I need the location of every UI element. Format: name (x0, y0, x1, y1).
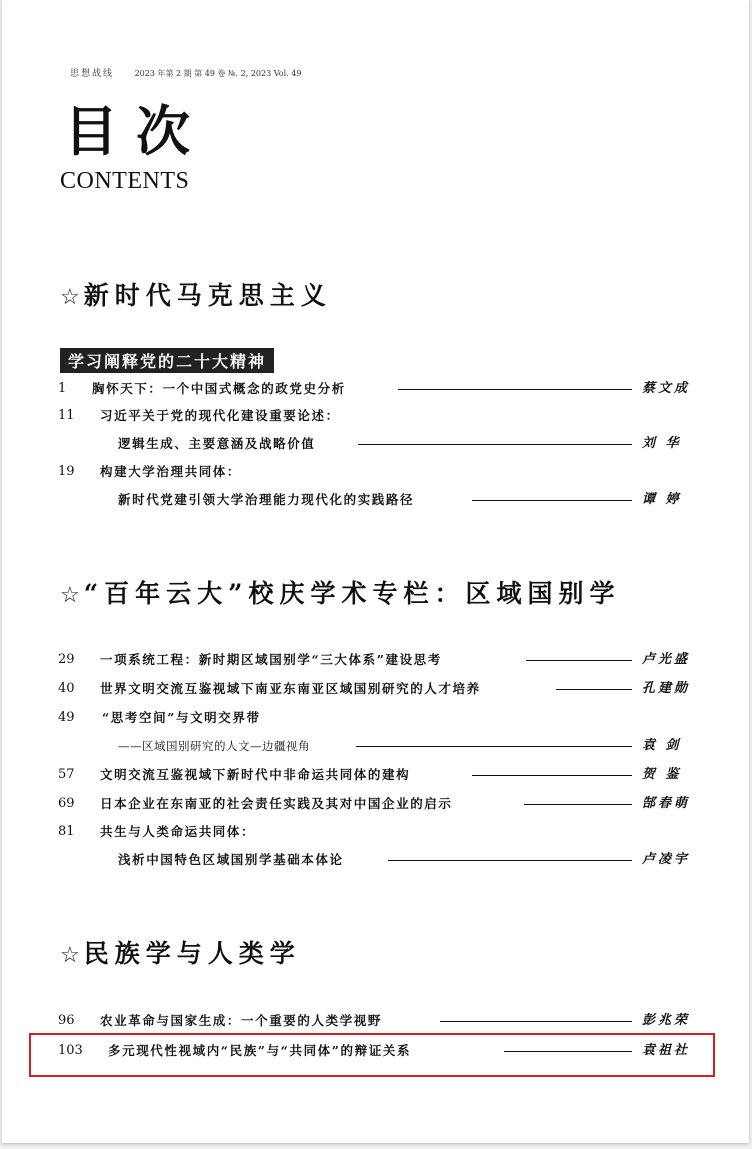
leader-line (440, 1021, 632, 1022)
entry-subtitle: ——区域国别研究的人文—边疆视角 (118, 739, 310, 753)
toc-entry[interactable] (2, 650, 749, 670)
page-number: 40 (58, 681, 75, 696)
entry-author: 贺 鉴 (642, 767, 682, 782)
page-header (70, 66, 301, 79)
page-number: 57 (58, 767, 75, 782)
entry-author: 孔建勋 (642, 681, 691, 696)
toc-entry-continuation[interactable] (2, 434, 749, 454)
toc-entry-continuation[interactable] (2, 490, 749, 510)
toc-entry[interactable] (2, 1011, 749, 1031)
toc-entry[interactable] (2, 406, 749, 426)
entry-author: 郜春萌 (642, 796, 691, 811)
entry-author: 袁 剑 (642, 738, 682, 753)
entry-author: 谭 婷 (642, 492, 682, 507)
toc-entry-continuation[interactable] (2, 736, 749, 756)
entry-title: 农业革命与国家生成：一个重要的人类学视野 (100, 1013, 383, 1028)
highlight-box (29, 1033, 715, 1077)
toc-entry[interactable] (2, 708, 749, 728)
entry-title: 文明交流互鉴视域下新时代中非命运共同体的建构 (100, 767, 411, 782)
toc-entry-continuation[interactable] (2, 850, 749, 870)
page-number: 1 (58, 381, 67, 396)
leader-line (356, 746, 632, 747)
leader-line (388, 860, 632, 861)
entry-title: 日本企业在东南亚的社会责任实践及其对中国企业的启示 (100, 796, 453, 811)
entry-subtitle: 新时代党建引领大学治理能力现代化的实践路径 (118, 492, 415, 507)
subsection-label: 学习阐释党的二十大精神 (60, 348, 274, 373)
star-icon: ☆ (60, 943, 80, 968)
leader-line (358, 444, 632, 445)
leader-line (398, 389, 632, 390)
toc-entry[interactable] (2, 379, 749, 399)
leader-line (524, 804, 632, 805)
entry-title: 多元现代性视域内“民族”与“共同体”的辩证关系 (108, 1043, 412, 1058)
journal-name: 思想战线 (70, 69, 115, 79)
page-title: 目次 (64, 99, 208, 163)
page-title-english: CONTENTS (60, 168, 190, 194)
entry-title: 世界文明交流互鉴视域下南亚东南亚区域国别研究的人才培养 (100, 681, 481, 696)
entry-author: 蔡文成 (642, 381, 691, 396)
entry-author: 刘 华 (642, 436, 682, 451)
entry-title: 习近平关于党的现代化建设重要论述： (100, 408, 340, 423)
entry-title: 构建大学治理共同体： (100, 464, 242, 479)
leader-line (526, 660, 632, 661)
entry-subtitle: 逻辑生成、主要意涵及战略价值 (118, 436, 316, 451)
page-number: 19 (58, 464, 75, 479)
entry-title: 胸怀天下：一个中国式概念的政党史分析 (92, 381, 346, 396)
page-number: 11 (58, 408, 75, 423)
entry-author: 袁祖社 (642, 1043, 691, 1058)
document-page (2, 0, 749, 1143)
entry-subtitle: 浅析中国特色区域国别学基础本体论 (118, 852, 344, 867)
toc-entry[interactable] (2, 822, 749, 842)
issue-info: 2023 年第 2 期 第 49 卷 №. 2, 2023 Vol. 49 (134, 69, 302, 78)
section-title: ☆ “百年云大”校庆学术专栏：区域国别学 (60, 579, 621, 608)
page-number: 69 (58, 796, 75, 811)
star-icon: ☆ (60, 285, 80, 310)
entry-author: 彭兆荣 (642, 1013, 691, 1028)
leader-line (472, 775, 632, 776)
page-number: 103 (58, 1043, 83, 1058)
page-number: 49 (58, 710, 75, 725)
toc-entry[interactable] (2, 679, 749, 699)
entry-title: “思考空间”与文明交界带 (102, 710, 261, 725)
toc-entry[interactable] (2, 462, 749, 482)
page-number: 81 (58, 824, 75, 839)
toc-entry[interactable] (2, 794, 749, 814)
toc-entry[interactable] (2, 765, 749, 785)
page-number: 29 (58, 652, 75, 667)
star-icon: ☆ (60, 583, 80, 608)
leader-line (472, 500, 632, 501)
section-title: ☆ 民族学与人类学 (60, 939, 301, 968)
page-number: 96 (58, 1013, 75, 1028)
entry-author: 卢光盛 (642, 652, 691, 667)
entry-title: 一项系统工程：新时期区域国别学“三大体系”建设思考 (100, 652, 442, 667)
leader-line (556, 689, 632, 690)
entry-title: 共生与人类命运共同体： (100, 824, 256, 839)
entry-author: 卢凌宇 (642, 852, 691, 867)
section-title: ☆ 新时代马克思主义 (60, 281, 332, 310)
